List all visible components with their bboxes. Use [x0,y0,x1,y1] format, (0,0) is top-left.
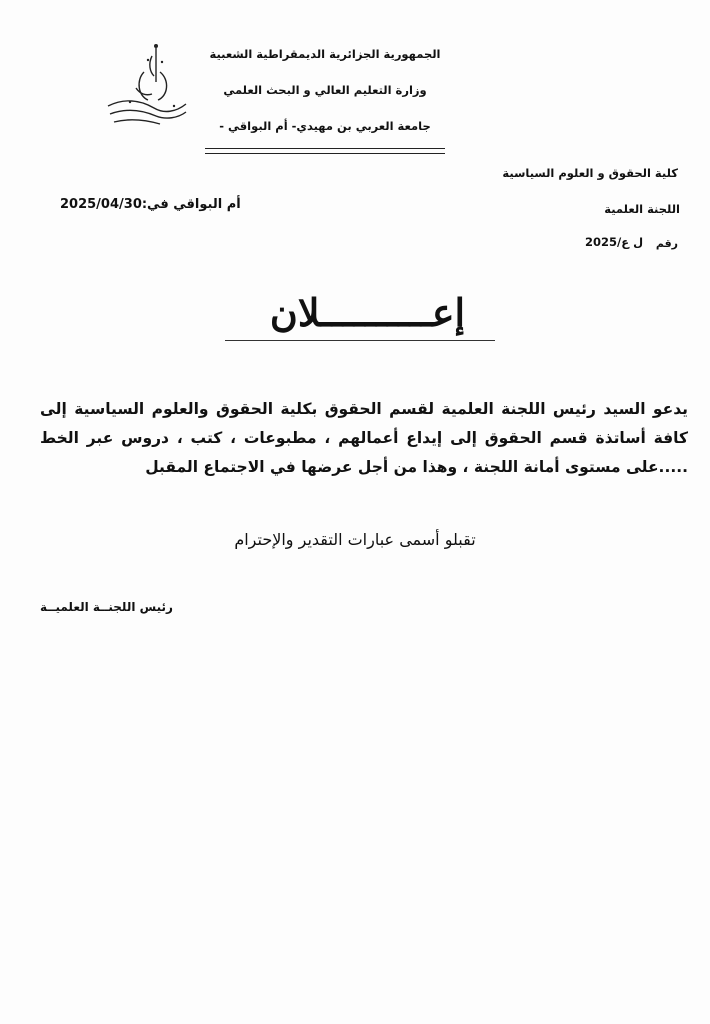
closing-salutation: تقبلو أسمى عبارات التقدير والإحترام [234,530,476,549]
reference-label: رقم [655,237,678,250]
announcement-body: يدعو السيد رئيس اللجنة العلمية لقسم الحقوق بكلية الحقوق والعلوم السياسية إلى كافة أساتذة قسم الحقوق إلى إيداع أعمالهم ، مطبوعات ، كتب ، دروس عبر الخط .....على مستوى أمانة اللجنة ، وهذا من أجل عرضها في الاجتماع المقبل [40,400,688,476]
signature-title: رئيس اللجنــة العلميــة [40,600,173,614]
header-divider [205,148,445,154]
title-underline [225,340,495,341]
header-republic: الجمهورية الجزائرية الديمقراطية الشعبية [209,47,441,61]
header-university: جامعة العربي بن مهيدي- أم البواقي - [219,119,431,133]
announcement-title: إعــــــــــلان [269,290,466,335]
document-date: أم البواقي في:2025/04/30 [60,197,241,212]
committee-name: اللجنة العلمية [604,202,680,216]
reference-number: ل ع/2025 [585,235,644,249]
faculty-name: كلية الحقوق و العلوم السياسية [502,166,678,180]
header-ministry: وزارة التعليم العالي و البحث العلمي [223,83,427,97]
university-logo-icon [100,42,192,132]
institution-header [195,36,455,144]
